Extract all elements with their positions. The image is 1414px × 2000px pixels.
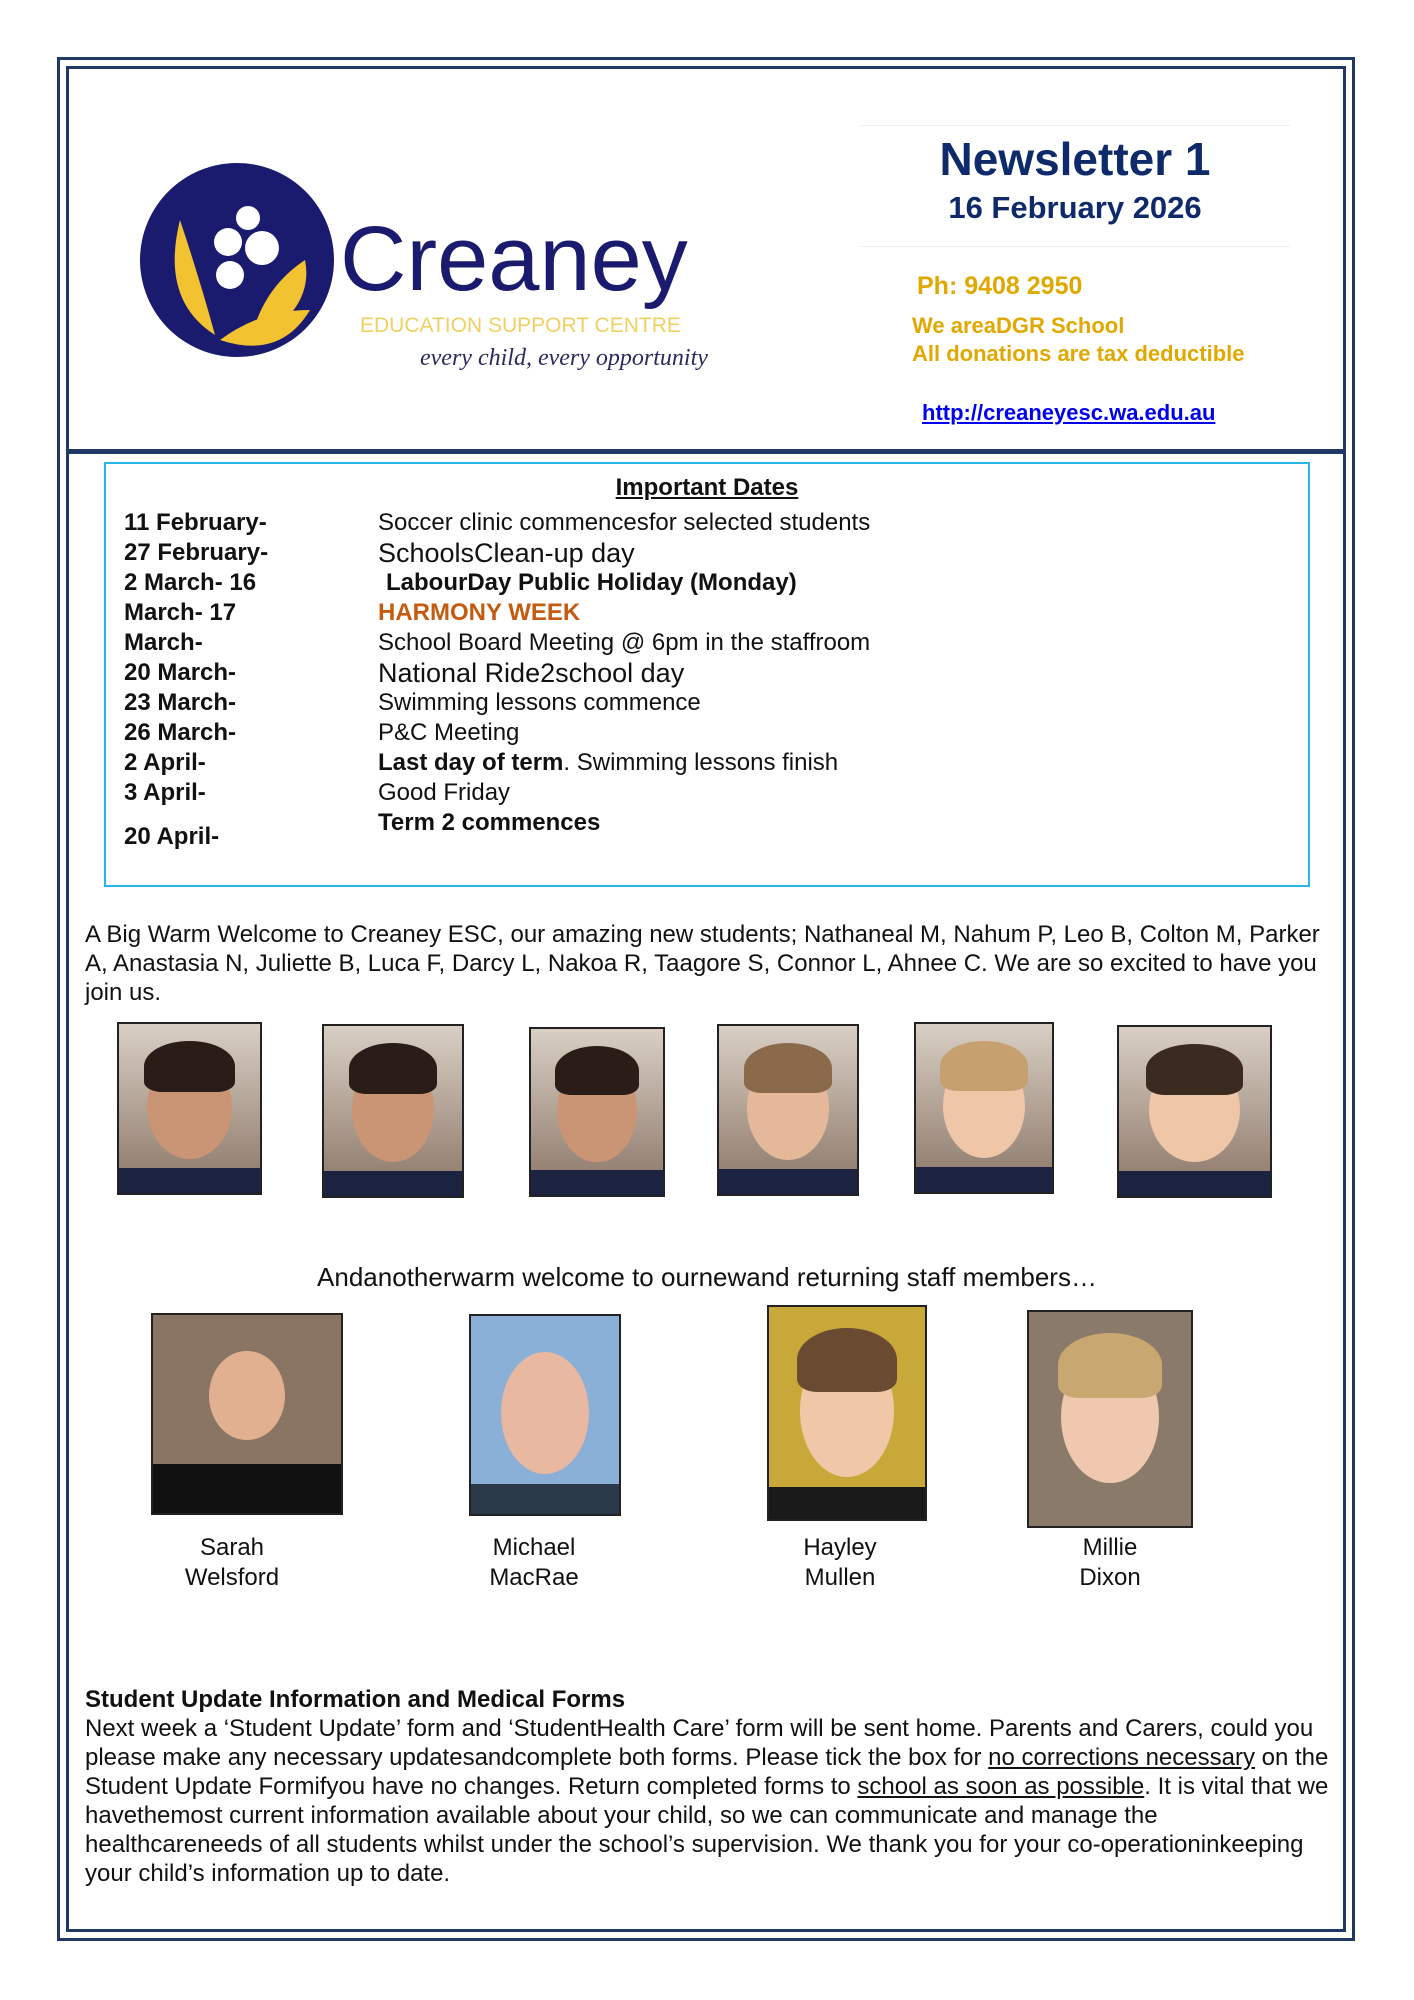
date-item: 26 March- (124, 719, 237, 746)
event-bold: Last day of term (378, 749, 564, 776)
forms-paragraph: Next week a ‘Student Update’ form and ‘StudentHealth Care’ form will be sent home. Parents and Carers, could you please make any necessary updatesandcomplete both forms. Please tick the box for no corrections necessary on the Student Update Formifyou have no changes. Return completed forms to school as soon as possible. It is vital that we havethemost current information available about your child, so we can communicate and manage the healthcareneeds of all students whilst under the school’s supervision. We thank you for your co-operationinkeeping your child’s information up to date. (85, 1715, 1329, 1887)
date-item: 2 April- (124, 749, 206, 776)
event-item: Swimming lessons commence (378, 689, 701, 716)
student-photo (529, 1027, 665, 1197)
staff-name: Sarah Welsford (184, 1534, 280, 1591)
svg-text:EDUCATION SUPPORT CENTRE: EDUCATION SUPPORT CENTRE (360, 314, 681, 337)
staff-welcome-text: Andanotherwarm welcome to ournewand returning staff members… (317, 1262, 1097, 1292)
staff-name: Millie Dixon (1079, 1534, 1141, 1591)
event-column (378, 508, 870, 838)
creaney-logo (140, 160, 780, 390)
forms-heading: Student Update Information and Medical Forms (85, 1686, 626, 1713)
header-divider (66, 449, 1346, 454)
staff-name: Hayley Mullen (803, 1534, 877, 1591)
newsletter-title-block (860, 132, 1290, 226)
dgr-info (912, 312, 1245, 368)
event-item: SchoolsClean-up day (378, 538, 635, 568)
divider (860, 246, 1290, 247)
event-rest: . Swimming lessons finish (563, 749, 839, 776)
event-item: National Ride2school day (378, 658, 685, 688)
event-item: Term 2 commences (378, 809, 601, 836)
date-item: 3 April- (124, 779, 206, 806)
date-item: 20 April- (124, 823, 220, 850)
date-item: 27 February- (124, 539, 269, 566)
student-photo (914, 1022, 1054, 1194)
staff-photo (767, 1305, 927, 1521)
event-item (378, 748, 870, 778)
student-photo (717, 1024, 859, 1196)
date-item: 11 February- (124, 509, 267, 536)
divider (860, 125, 1290, 126)
website-link[interactable]: http://creaneyesc.wa.edu.au (922, 400, 1216, 425)
important-dates-box (104, 462, 1310, 887)
newsletter-date: 16 February 2026 (948, 190, 1202, 225)
date-item: 20 March- (124, 659, 237, 686)
staff-photo (469, 1314, 621, 1516)
event-item: Soccer clinic commencesfor selected students (378, 509, 871, 536)
newsletter-title: Newsletter 1 (939, 133, 1211, 185)
event-item: P&C Meeting (378, 719, 520, 746)
spacer (124, 808, 314, 822)
staff-photo (151, 1313, 343, 1515)
date-item: 23 March- (124, 689, 237, 716)
forms-section (85, 1685, 1335, 1888)
donations-line: All donations are tax deductible (912, 341, 1245, 366)
date-item: March- (124, 629, 203, 656)
event-item: Good Friday (378, 779, 511, 806)
student-photo (322, 1024, 464, 1198)
event-item: School Board Meeting @ 6pm in the staffroom (378, 629, 871, 656)
phone-number: Ph: 9408 2950 (917, 272, 1083, 300)
student-photo (117, 1022, 262, 1195)
staff-photo (1027, 1310, 1193, 1528)
event-item: LabourDay Public Holiday (Monday) (386, 569, 797, 596)
date-item: March- 17 (124, 599, 237, 626)
event-item: HARMONY WEEK (378, 599, 581, 626)
svg-text:every child, every opportunity: every child, every opportunity (420, 345, 708, 371)
date-item: 2 March- 16 (124, 569, 257, 596)
staff-name: Michael MacRae (489, 1534, 579, 1591)
dgr-line: We areaDGR School (912, 313, 1125, 338)
welcome-text: A Big Warm Welcome to Creaney ESC, our amazing new students; Nathaneal M, Nahum P, Leo B, Colton M, Parker A, Anastasia N, Juliette B, Luca F, Darcy L, Nakoa R, Taagore S, Connor L, Ahnee C. We are so excited to have you join us. (85, 921, 1320, 1006)
dates-heading: Important Dates (615, 474, 799, 501)
student-photo (1117, 1025, 1272, 1198)
date-column (124, 508, 314, 852)
svg-text:Creaney: Creaney (340, 208, 688, 310)
